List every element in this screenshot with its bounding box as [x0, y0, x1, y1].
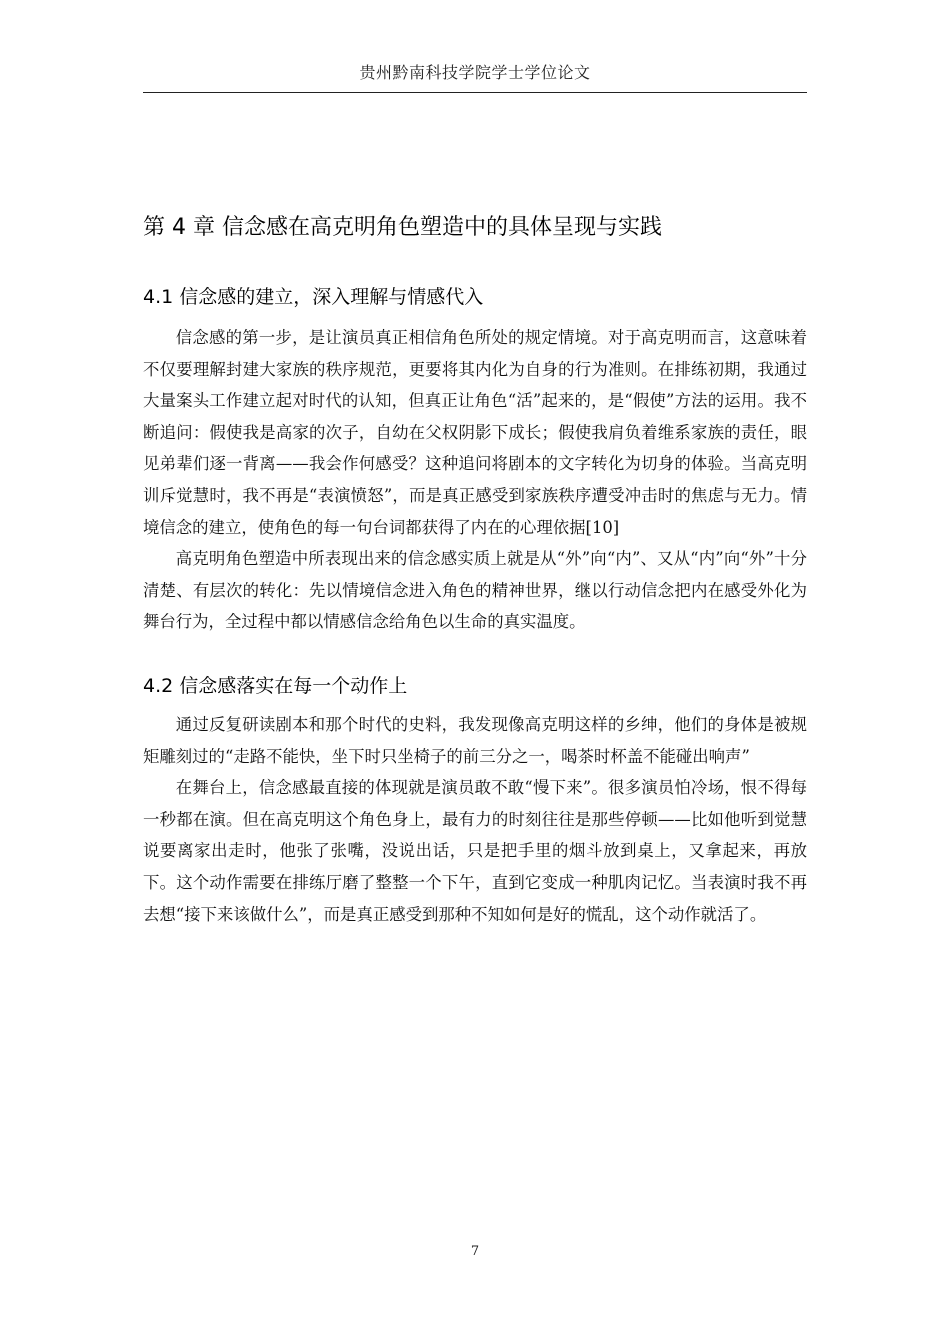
body-paragraph: 通过反复研读剧本和那个时代的史料，我发现像高克明这样的乡绅，他们的身体是被规矩雕刻过的“走路不能快，坐下时只坐椅子的前三分之一，喝茶时杯盖不能碰出响声”: [143, 714, 807, 766]
body-paragraph: 高克明角色塑造中所表现出来的信念感实质上就是从“外”向“内”、又从“内”向“外”十分清楚、有层次的转化：先以情境信念进入角色的精神世界，继以行动信念把内在感受外化为舞台行为，全过程中都以情感信念给角色以生命的真实温度。: [143, 549, 807, 632]
page-number: 7: [470, 1244, 480, 1259]
running-header: 贵州黔南科技学院学士学位论文: [359, 63, 591, 82]
body-paragraph: 信念感的第一步，是让演员真正相信角色所处的规定情境。对于高克明而言，这意味着不仅要理解封建大家族的秩序规范，更要将其内化为自身的行为准则。在排练初期，我通过大量案头工作建立起对时代的认知，但真正让角色“活”起来的，是“假使”方法的运用。我不断追问：假使我是高家的次子，自幼在父权阴影下成长；假使我肩负着维系家族的责任，眼见弟辈们逐一背离——我会作何感受？这种追问将剧本的文字转化为切身的体验。当高克明训斥觉慧时，我不再是“表演愤怒”，而是真正感受到家族秩序遭受冲击时的焦虑与无力。情境信念的建立，使角色的每一句台词都获得了内在的心理依据[10]: [143, 328, 807, 537]
page-body: [143, 211, 807, 930]
header-rule: [143, 92, 807, 93]
section-heading-4-1: 4.1 信念感的建立，深入理解与情感代入: [143, 286, 484, 308]
section-heading-4-2: 4.2 信念感落实在每一个动作上: [143, 674, 408, 697]
body-paragraph: 在舞台上，信念感最直接的体现就是演员敢不敢“慢下来”。很多演员怕冷场，恨不得每一秒都在演。但在高克明这个角色身上，最有力的时刻往往是那些停顿——比如他听到觉慧说要离家出走时，他张了张嘴，没说出话，只是把手里的烟斗放到桌上，又拿起来，再放下。这个动作需要在排练厅磨了整整一个下午，直到它变成一种肌肉记忆。当表演时我不再去想“接下来该做什么”，而是真正感受到那种不知如何是好的慌乱，这个动作就活了。: [143, 778, 807, 924]
chapter-title: 第 4 章 信念感在高克明角色塑造中的具体呈现与实践: [143, 215, 662, 240]
